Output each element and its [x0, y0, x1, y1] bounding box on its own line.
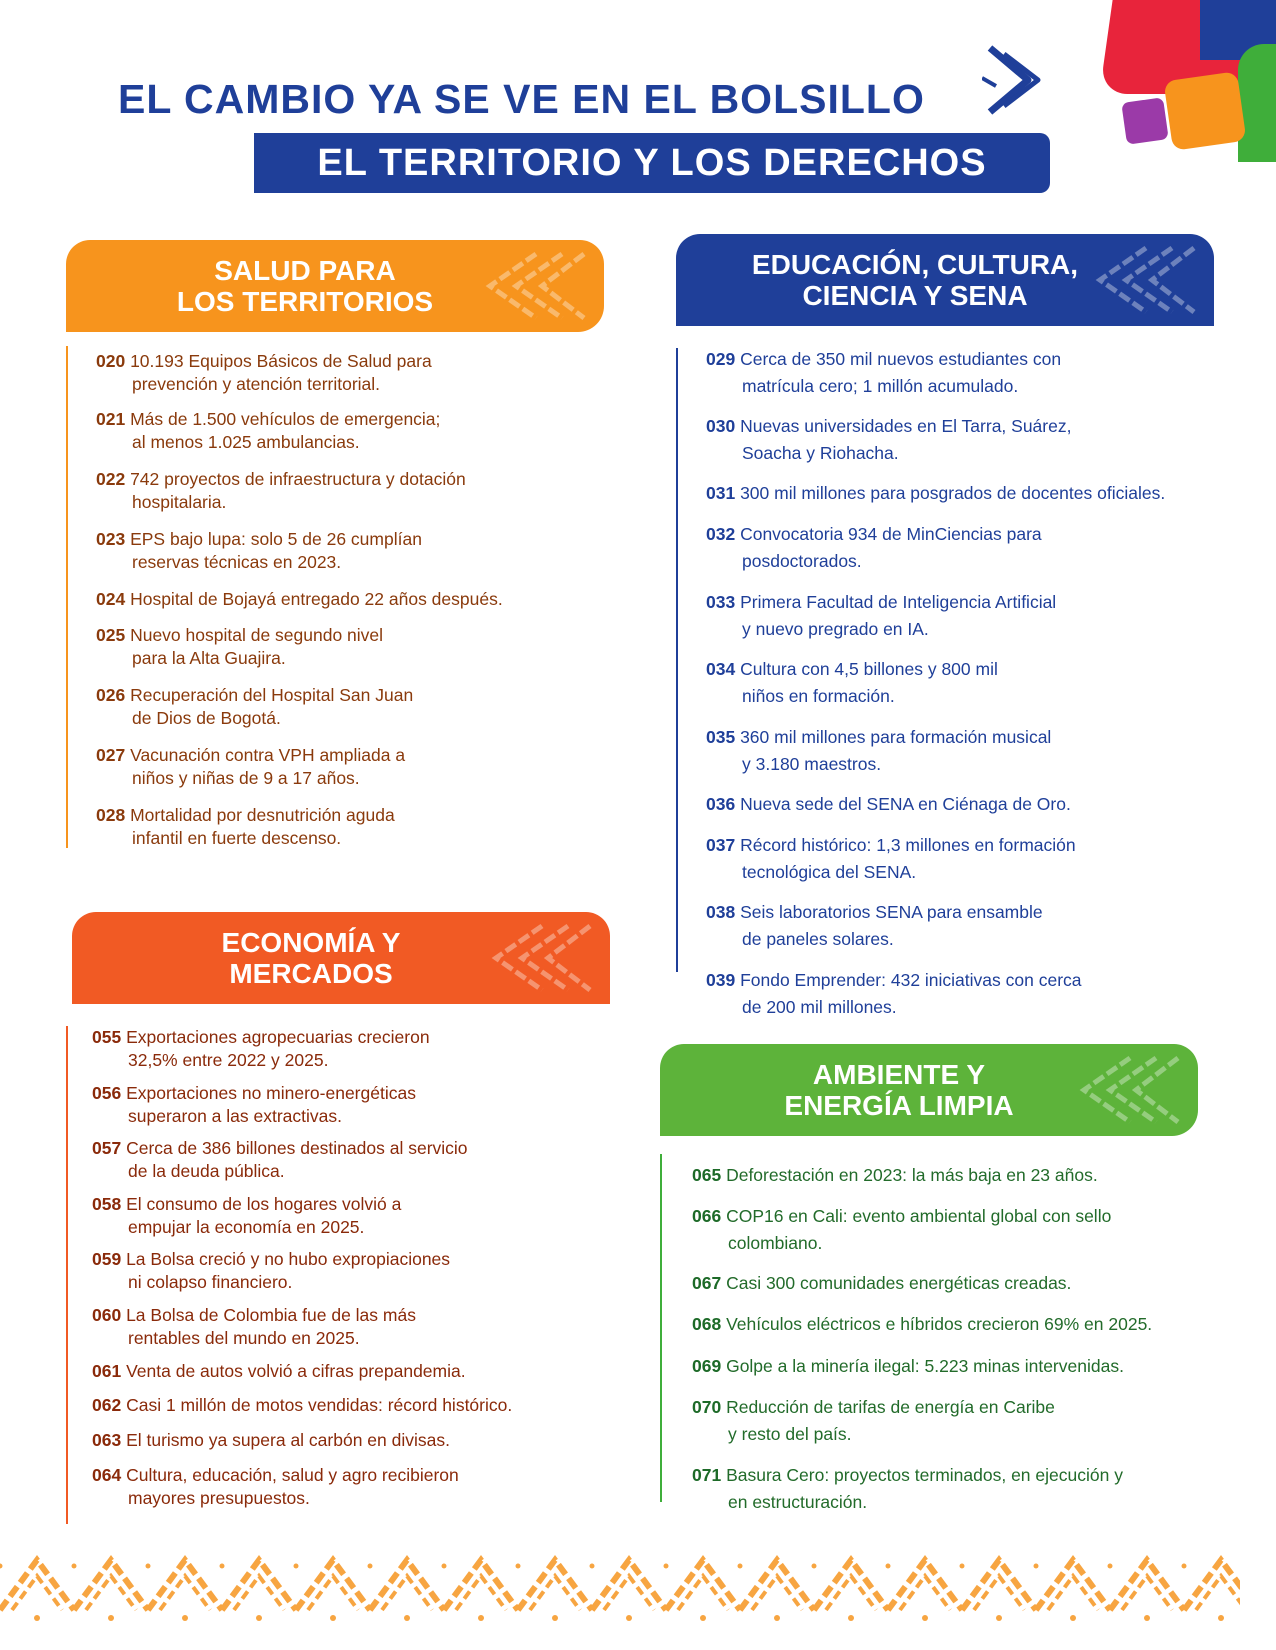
list-item: 059 La Bolsa creció y no hubo expropiaciones ni colapso financiero. — [92, 1249, 451, 1292]
section-title-line2: CIENCIA Y SENA — [802, 280, 1028, 311]
list-item: 022 742 proyectos de infraestructura y dotación hospitalaria. — [96, 469, 466, 512]
section-rule-salud — [66, 346, 68, 848]
list-item: 069 Golpe a la minería ilegal: 5.223 minas intervenidas. — [692, 1356, 1124, 1376]
chevron-pattern-icon — [476, 250, 586, 322]
list-item: 033 Primera Facultad de Inteligencia Artificial y nuevo pregrado en IA. — [706, 592, 1057, 639]
list-item: 061 Venta de autos volvió a cifras prepandemia. — [92, 1361, 466, 1381]
logo-green-shape — [1238, 44, 1276, 162]
section-title-line1: ECONOMÍA Y — [221, 927, 401, 958]
section-title-line1: AMBIENTE Y — [812, 1059, 986, 1090]
logo-orange-shape — [1163, 71, 1246, 151]
list-item: 062 Casi 1 millón de motos vendidas: récord histórico. — [92, 1395, 513, 1415]
section-title-line2: ENERGÍA LIMPIA — [784, 1090, 1014, 1121]
page-title: EL CAMBIO YA SE VE EN EL BOLSILLO — [118, 76, 925, 122]
section-title-line2: LOS TERRITORIOS — [176, 286, 434, 317]
section-rule-economia — [66, 1026, 68, 1524]
section-header-educacion — [676, 234, 1214, 326]
list-item: 068 Vehículos eléctricos e híbridos crecieron 69% en 2025. — [692, 1314, 1153, 1334]
list-item: 066 COP16 en Cali: evento ambiental global con sello colombiano. — [692, 1206, 1112, 1253]
section-header-ambiente — [660, 1044, 1198, 1136]
section-title-line1: SALUD PARA — [214, 255, 396, 286]
section-title-line1: EDUCACIÓN, CULTURA, — [751, 249, 1079, 280]
logo-purple-shape — [1121, 97, 1168, 144]
list-item: 025 Nuevo hospital de segundo nivel para la Alta Guajira. — [96, 625, 384, 668]
list-item: 067 Casi 300 comunidades energéticas creadas. — [692, 1273, 1072, 1293]
chevron-pattern-icon — [1086, 244, 1196, 316]
list-item: 071 Basura Cero: proyectos terminados, en ejecución y en estructuración. — [692, 1465, 1123, 1512]
list-item: 020 10.193 Equipos Básicos de Salud para prevención y atención territorial. — [96, 351, 432, 394]
list-item: 021 Más de 1.500 vehículos de emergencia; al menos 1.025 ambulancias. — [96, 409, 441, 452]
section-title-line2: MERCADOS — [229, 958, 393, 989]
list-item: 023 EPS bajo lupa: solo 5 de 26 cumplían reservas técnicas en 2023. — [96, 529, 422, 572]
page-subtitle: EL TERRITORIO Y LOS DERECHOS — [317, 142, 987, 184]
list-item: 058 El consumo de los hogares volvió a empujar la economía en 2025. — [92, 1194, 402, 1237]
list-item: 030 Nuevas universidades en El Tarra, Suárez, Soacha y Riohacha. — [706, 416, 1072, 463]
chevron-pattern-icon — [482, 922, 592, 994]
list-item: 034 Cultura con 4,5 billones y 800 mil niños en formación. — [706, 659, 998, 706]
list-item: 055 Exportaciones agropecuarias crecieron 32,5% entre 2022 y 2025. — [92, 1027, 430, 1070]
zigzag-pattern-band — [0, 1548, 1276, 1638]
section-rule-educacion — [676, 348, 678, 972]
list-item: 064 Cultura, educación, salud y agro recibieron mayores presupuestos. — [92, 1465, 459, 1508]
chevron-pattern-icon — [1070, 1054, 1180, 1126]
section-header-salud — [66, 240, 604, 332]
list-item: 060 La Bolsa de Colombia fue de las más rentables del mundo en 2025. — [92, 1305, 416, 1348]
list-item: 024 Hospital de Bojayá entregado 22 años después. — [96, 589, 503, 609]
list-item: 039 Fondo Emprender: 432 iniciativas con cerca de 200 mil millones. — [706, 970, 1082, 1017]
list-item: 037 Récord histórico: 1,3 millones en formación tecnológica del SENA. — [706, 835, 1076, 882]
list-item: 032 Convocatoria 934 de MinCiencias para posdoctorados. — [706, 524, 1042, 571]
list-item: 027 Vacunación contra VPH ampliada a niños y niñas de 9 a 17 años. — [96, 745, 406, 788]
list-item: 065 Deforestación en 2023: la más baja en 23 años. — [692, 1165, 1098, 1185]
list-item: 035 360 mil millones para formación musical y 3.180 maestros. — [706, 727, 1052, 774]
list-item: 036 Nueva sede del SENA en Ciénaga de Oro. — [706, 794, 1071, 814]
chevron-arrow-icon — [982, 42, 1046, 118]
list-item: 031 300 mil millones para posgrados de docentes oficiales. — [706, 483, 1166, 503]
list-item: 028 Mortalidad por desnutrición aguda infantil en fuerte descenso. — [96, 805, 395, 848]
section-header-economia — [72, 912, 610, 1004]
list-item: 056 Exportaciones no minero-energéticas superaron a las extractivas. — [92, 1083, 416, 1126]
section-rule-ambiente — [660, 1154, 662, 1502]
list-item: 038 Seis laboratorios SENA para ensamble de paneles solares. — [706, 902, 1043, 949]
list-item: 063 El turismo ya supera al carbón en divisas. — [92, 1430, 450, 1450]
list-item: 057 Cerca de 386 billones destinados al servicio de la deuda pública. — [92, 1138, 468, 1181]
list-item: 029 Cerca de 350 mil nuevos estudiantes con matrícula cero; 1 millón acumulado. — [706, 349, 1062, 396]
list-item: 070 Reducción de tarifas de energía en Caribe y resto del país. — [692, 1397, 1055, 1444]
list-item: 026 Recuperación del Hospital San Juan de Dios de Bogotá. — [96, 685, 414, 728]
